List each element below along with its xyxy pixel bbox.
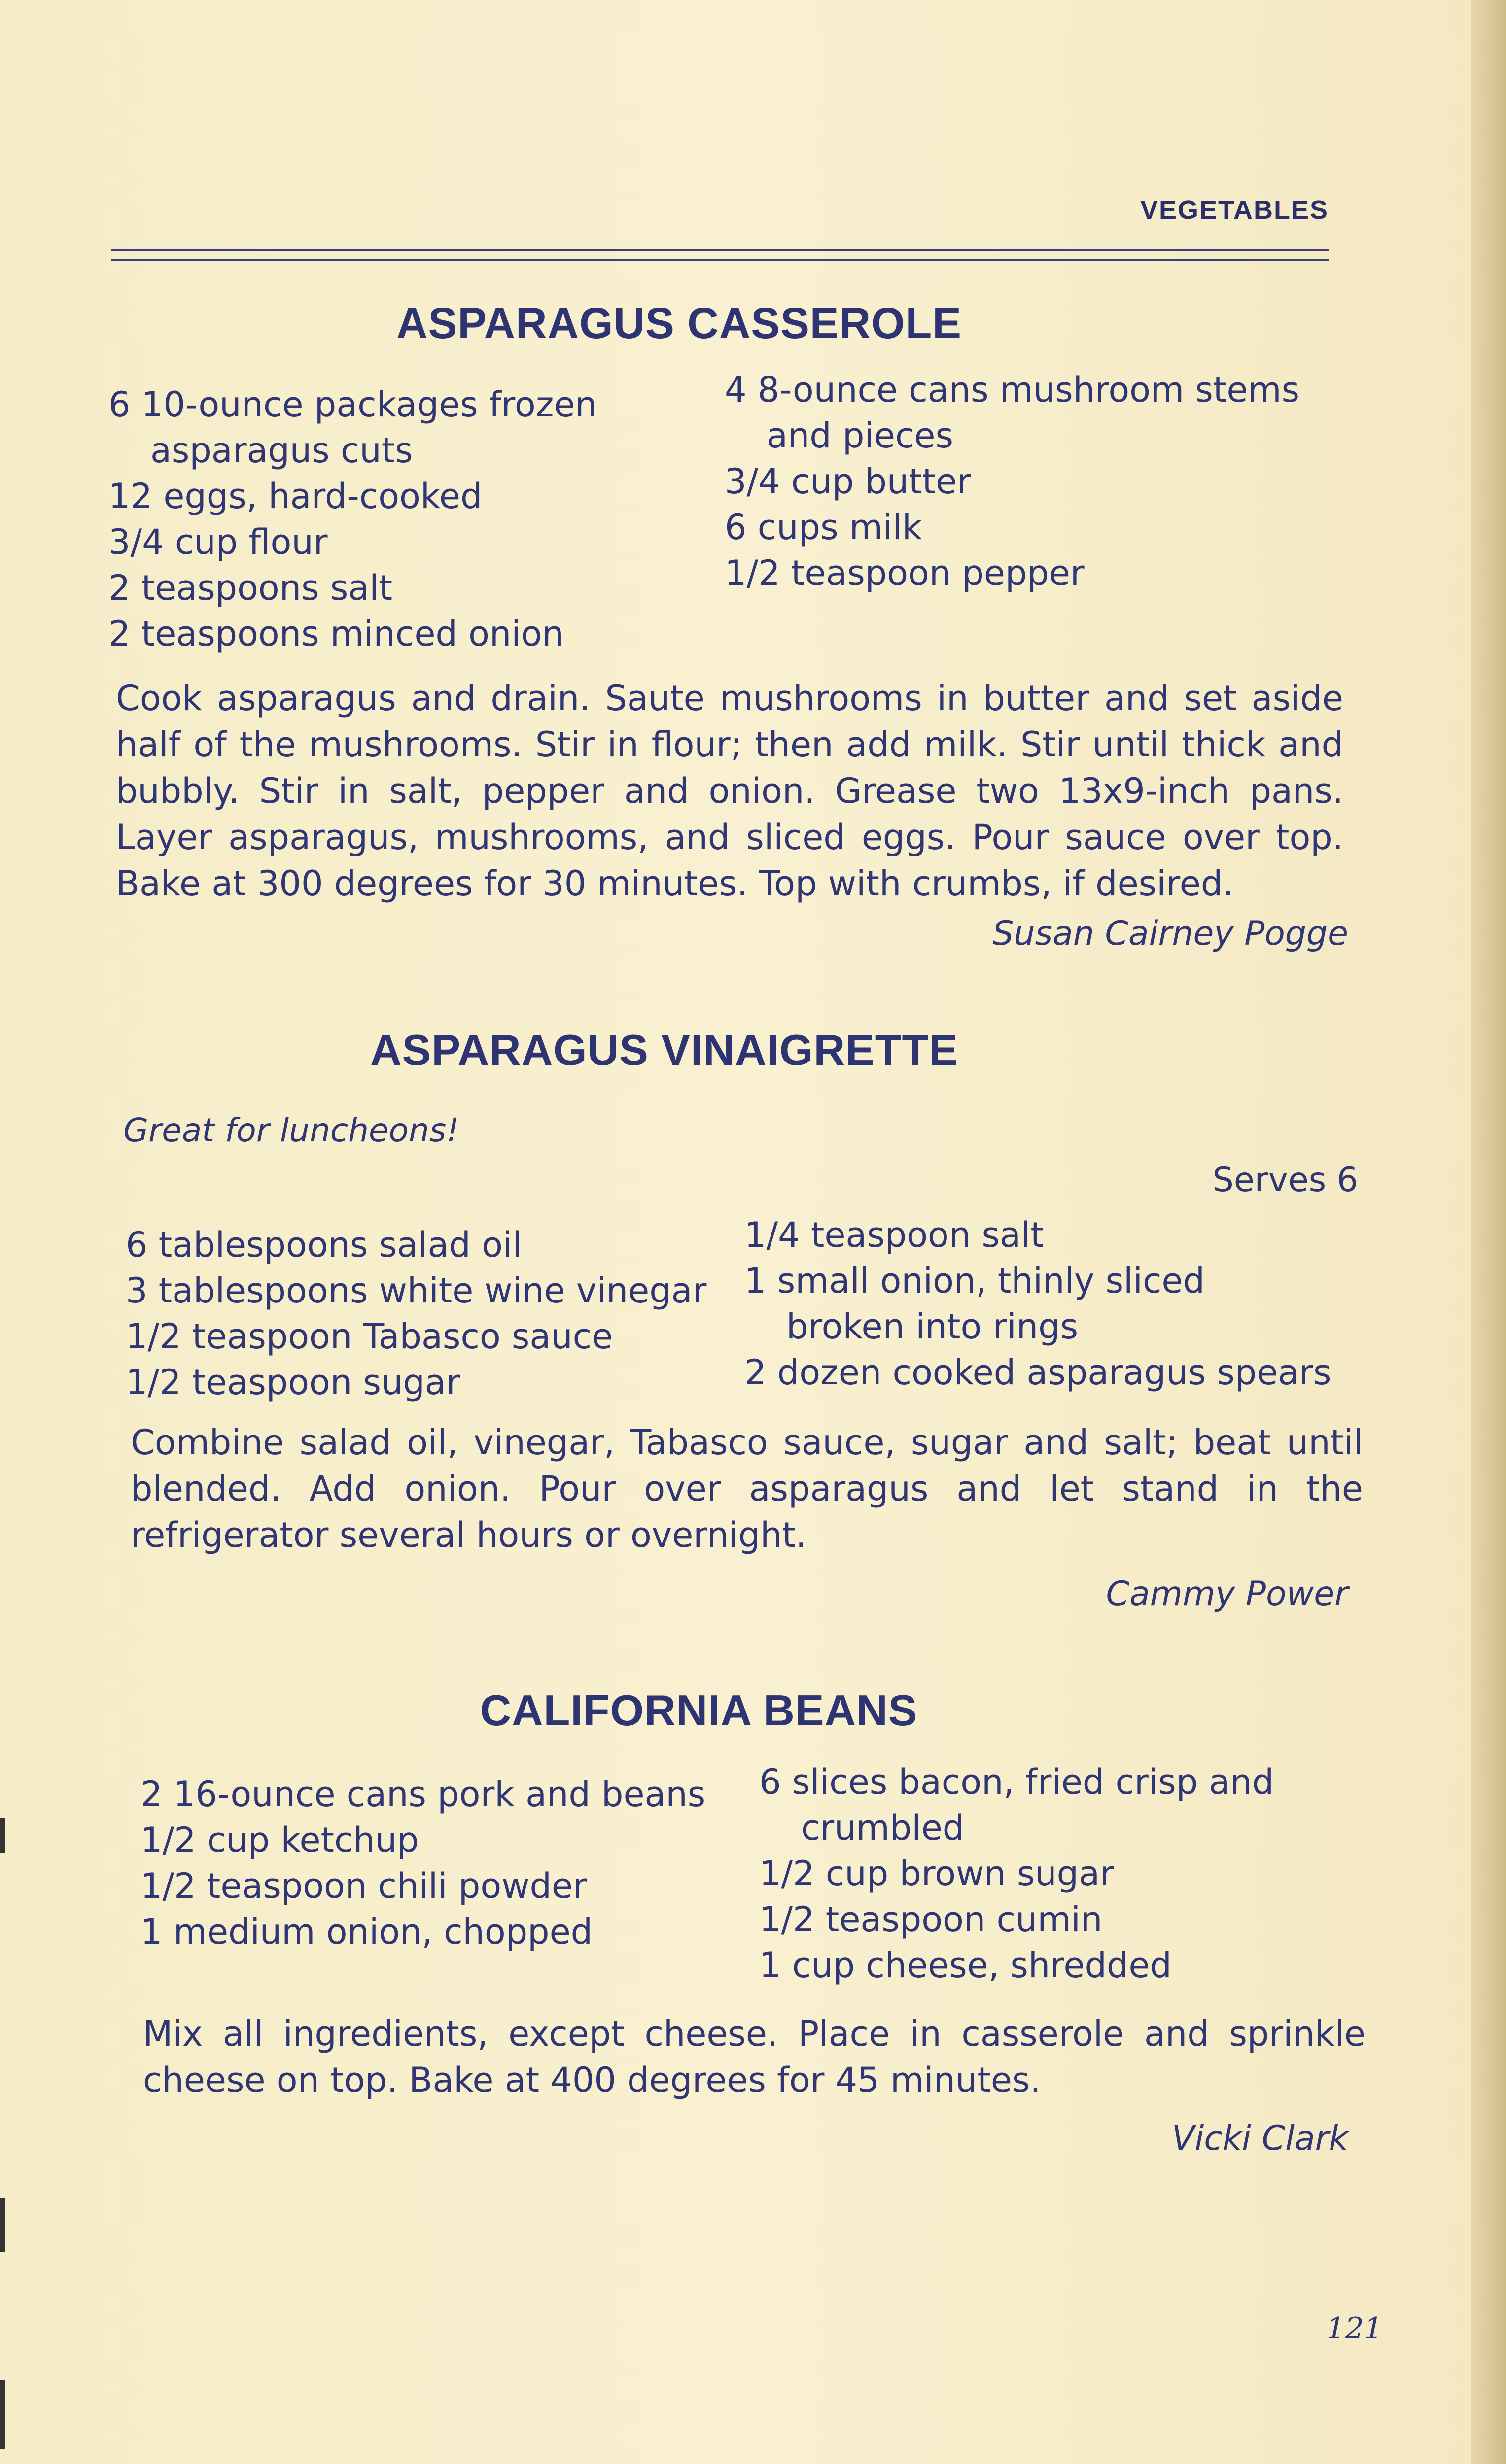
- ingredient: 1/2 teaspoon chili powder: [140, 1866, 587, 1906]
- ingredient: 3/4 cup butter: [725, 461, 971, 502]
- ingredient: 1/2 teaspoon sugar: [126, 1362, 460, 1403]
- edge-mark: [0, 2380, 5, 2449]
- edge-mark: [0, 1818, 5, 1853]
- ingredients-right: [744, 1212, 1331, 1396]
- ingredient: 6 10-ounce packages frozen: [108, 384, 597, 425]
- ingredient: 3/4 cup flour: [108, 522, 328, 562]
- recipe-credit: Cammy Power: [1106, 1574, 1348, 1613]
- ingredient: 1/2 cup brown sugar: [759, 1853, 1114, 1894]
- recipe-credit: Vicki Clark: [1171, 2119, 1348, 2158]
- recipe-credit: Susan Cairney Pogge: [992, 914, 1348, 953]
- ingredient: 1 small onion, thinly sliced: [744, 1261, 1205, 1301]
- ingredient: broken into rings: [786, 1306, 1079, 1347]
- ingredient: 1 cup cheese, shredded: [759, 1945, 1172, 1985]
- header-rule: [111, 249, 1329, 251]
- recipe-title: ASPARAGUS VINAIGRETTE: [370, 1026, 958, 1074]
- ingredient: 1/4 teaspoon salt: [744, 1215, 1044, 1255]
- header-rule: [111, 259, 1329, 261]
- ingredients-right: [725, 367, 1299, 596]
- ingredient: 2 teaspoons salt: [108, 568, 393, 608]
- ingredients-left: [126, 1222, 706, 1405]
- recipe-title: ASPARAGUS CASSEROLE: [396, 299, 962, 347]
- ingredient: 4 8-ounce cans mushroom stems: [725, 370, 1300, 410]
- recipe-serves: Serves 6: [1212, 1161, 1358, 1199]
- recipe-directions: Combine salad oil, vinegar, Tabasco sauce, sugar and salt; beat until blended. Add onion. Pour over asparagus and let stand in the refrigerator several hours or overnight.: [131, 1422, 1363, 1555]
- edge-mark: [0, 2198, 5, 2252]
- recipe-intro: Great for luncheons!: [123, 1111, 459, 1149]
- recipe-directions: Cook asparagus and drain. Saute mushrooms in butter and set aside half of the mushrooms. Stir in flour; then add milk. Stir until thick and bubbly. Stir in salt, pepper and onion. Grease two 13x9-inch pans. Layer asparagus, mushrooms, and sliced eggs. Pour sauce over top. Bake at 300 degrees for 30 minutes. Top with crumbs, if desired.: [116, 678, 1343, 904]
- ingredient: 12 eggs, hard-cooked: [108, 476, 483, 516]
- recipe-directions: Mix all ingredients, except cheese. Place in casserole and sprinkle cheese on top. Bake at 400 degrees for 45 minutes.: [143, 2014, 1366, 2100]
- ingredient: 1 medium onion, chopped: [140, 1912, 593, 1952]
- ingredients-right: [759, 1759, 1274, 1988]
- page-number: 121: [1326, 2311, 1383, 2346]
- page-binding-edge: [1471, 0, 1506, 2464]
- ingredient: crumbled: [801, 1808, 965, 1848]
- ingredient: 2 dozen cooked asparagus spears: [744, 1352, 1331, 1393]
- ingredient: 2 16-ounce cans pork and beans: [140, 1774, 706, 1814]
- recipe-title: CALIFORNIA BEANS: [480, 1686, 918, 1735]
- ingredient: 6 tablespoons salad oil: [126, 1225, 522, 1265]
- ingredient: 1/2 cup ketchup: [140, 1820, 419, 1860]
- ingredient: 1/2 teaspoon pepper: [725, 553, 1085, 593]
- ingredient: 1/2 teaspoon cumin: [759, 1899, 1103, 1940]
- ingredient: 2 teaspoons minced onion: [108, 614, 564, 654]
- section-heading: VEGETABLES: [1140, 195, 1329, 225]
- ingredient: and pieces: [767, 415, 953, 456]
- ingredient: asparagus cuts: [150, 430, 413, 471]
- ingredient: 6 slices bacon, fried crisp and: [759, 1762, 1274, 1802]
- ingredient: 6 cups milk: [725, 507, 922, 548]
- ingredient: 3 tablespoons white wine vinegar: [126, 1270, 707, 1311]
- ingredients-left: [108, 382, 597, 657]
- ingredient: 1/2 teaspoon Tabasco sauce: [126, 1316, 613, 1357]
- ingredients-left: [140, 1772, 705, 1955]
